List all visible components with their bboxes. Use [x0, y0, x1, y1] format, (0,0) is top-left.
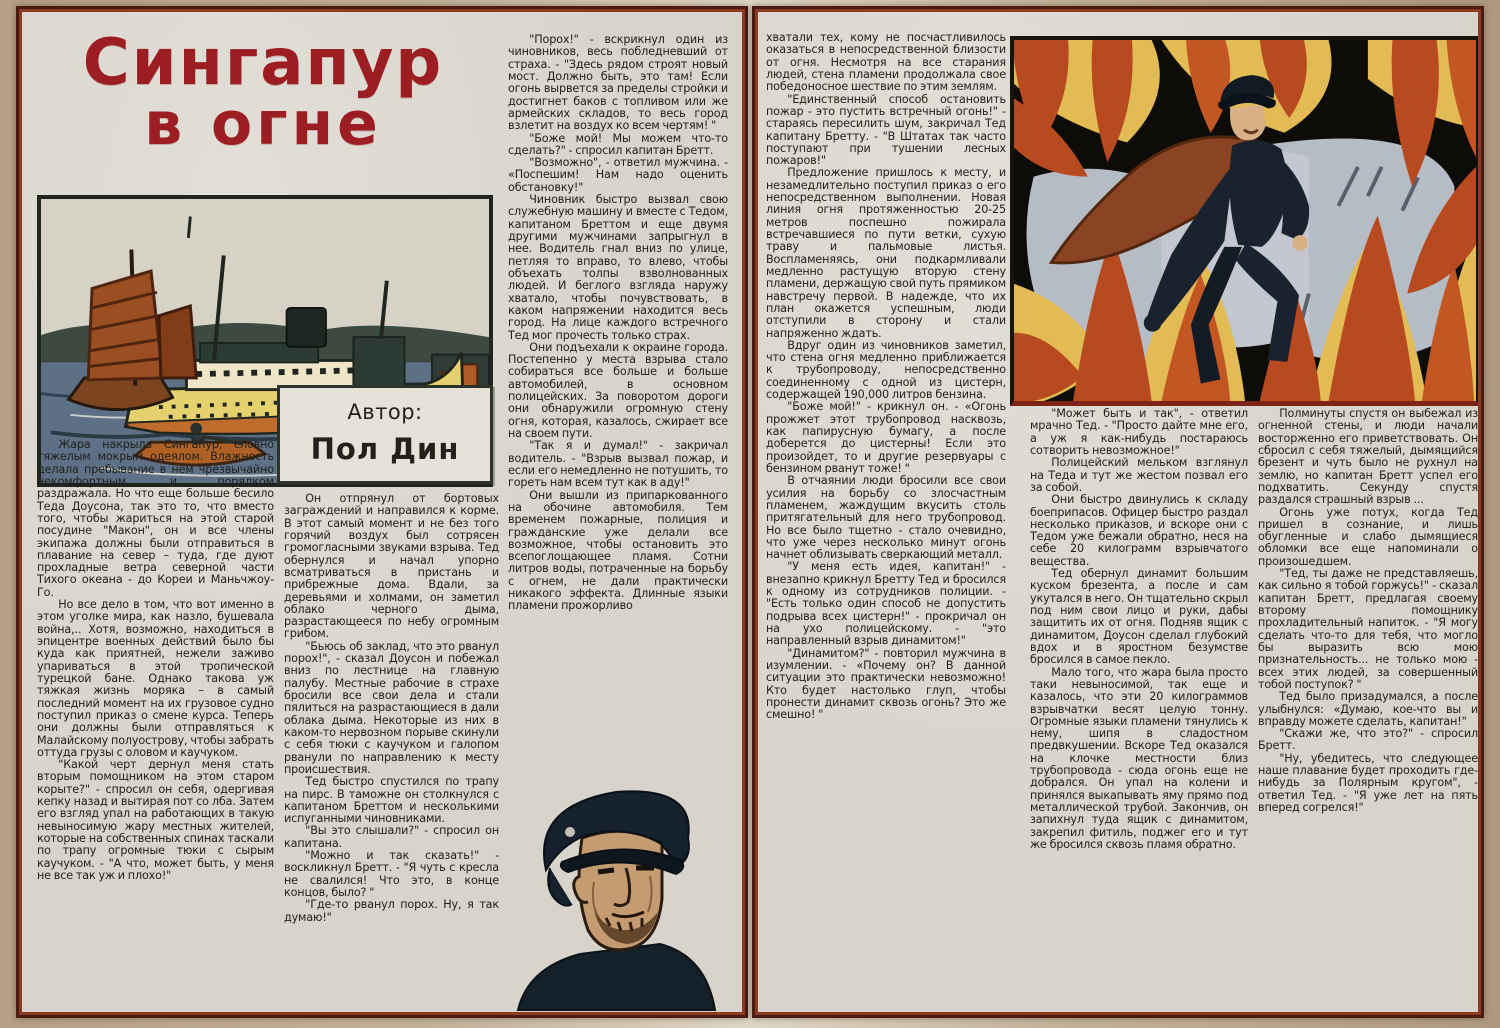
paragraph: Жара накрыла Сингапур, словно тяжелым мокрым одеялом. Влажность делала пребывание в нем чрезвычайно некомфортным, и порядком раздражала. Но что еще больше бесило Теда Доусона, так это то, что вместо того, чтобы жариться на этой старой посудине "Макон", он и все члены экипажа должны были отправиться в плавание на север – туда, где дуют прохладные ветра северной части Тихого океана - до Кореи и Маньчжоу-Го.: [37, 439, 274, 599]
paragraph: В отчаянии люди бросили все свои усилия на борьбу со злосчастным пламенем, жаждущим вкусить столь притягательный для него трубопровод. Но все было тщетно - стало очевидно, что уже через несколько минут огонь начнет облизывать сверкающий металл.: [766, 474, 1006, 562]
paragraph: "Можно и так сказать!" - воскликнул Бретт. - "Я чуть с кресла не свалился! Что это, в конце концов, было? ": [284, 849, 499, 899]
left-page-frame: [16, 6, 748, 1018]
paragraph: "Скажи же, что это?" - спросил Бретт.: [1258, 727, 1478, 753]
man-leaping-through-flames-illustration: [1010, 36, 1478, 406]
paragraph: Мало того, что жара была просто таки невыносимой, так еще и казалось, что эти 20 килограммов взрывчатки весят целую тонну. Огромные языки пламени тянулись к нему, шипя в сладостном предвкушении. Вскоре Тед оказался на клочке местности близ трубопровода - сюда огонь еще не добрался. Он упал на колени и принялся выкапывать яму прямо под металлической трубой. Закончив, он запихнул туда ящик с динамитом, закрепил фитиль, поджег его и тут же бросился сквозь пламя обратно.: [1030, 665, 1248, 851]
text-column-3: [508, 34, 728, 770]
text-column-6: [1258, 408, 1478, 1012]
paragraph: Но все дело в том, что вот именно в этом уголке мира, как назло, бушевала война,.. Хотя, возможно, находиться в эпицентре военных действий было бы куда как приятней, нежели заживо упариваться в этой тропической турецкой бане. Однако такова уж тяжкая жизнь моряка – в самый последний момент на их грузовое судно поступил приказ о смене курса. Теперь они должны были отправляться к Малайскому полуострову, чтобы забрать оттуда грузы с оловом и каучуком.: [37, 598, 274, 759]
right-page-frame: [752, 6, 1484, 1018]
author-box: [277, 385, 493, 484]
paragraph: "Где-то рванул порох. Ну, я так думаю!": [284, 898, 499, 924]
paragraph: "Какой черт дернул меня стать вторым помощником на этом старом корыте?" - спросил он себя, одергивая кепку назад и вытирая пот со лба. Затем его взгляд упал на работающих в такую невыносимую жару местных жителей, которые на собственных спинах таскали по трапу огромные тюки с сырым каучуком. - "А что, может быть, у меня не все так уж и плохо!": [37, 758, 274, 882]
paragraph: Предложение пришлось к месту, и незамедлительно поступил приказ о его непосредственном выполнении. Новая линия огня протяженностью 20-25 метров поспешно пожирала встречавшиеся по пути ветки, сухую траву и пальмовые листья. Воспламеняясь, они подкармливали медленно растущую вторую стену пламени, держащую свой путь прямиком навстречу первой. В надежде, что их план окажется успешным, люди отступили в сторону и стали напряженно ждать.: [766, 166, 1006, 340]
paragraph: хватали тех, кому не посчастливилось оказаться в непосредственной близости от огня. Несмотря на все старания людей, стена пламени продолжала свое победоносное шествие по этим землям.: [766, 32, 1006, 94]
paragraph: Они подъехали к окраине города. Постепенно у места взрыва стало собираться все больше и больше автомобилей, в основном полицейских. За поворотом дороги они обнаружили огромную стену огня, которая, казалось, сжирает все на своем пути.: [508, 340, 728, 440]
sailor-portrait-drawing: [510, 772, 725, 1012]
paragraph: "У меня есть идея, капитан!" - внезапно крикнул Бретту Тед и бросился к одному из сотрудников полиции. - "Есть только один способ не допустить подрыва всех цистерн!" - прокричал он на ухо полицейскому. - "это направленный взрыв динамитом!": [766, 560, 1006, 648]
page-title: [32, 26, 494, 159]
right-page: [758, 12, 1478, 1012]
author-label: Автор:: [347, 400, 423, 424]
paragraph: "Может быть и так", - ответил мрачно Тед. - "Просто дайте мне его, а уж я как-нибудь постараюсь сотворить невозможное!": [1030, 408, 1248, 457]
text-column-4: [766, 32, 1006, 972]
paragraph: "Вы это слышали?" - спросил он капитана.: [284, 824, 499, 850]
paragraph: Он отпрянул от бортовых заграждений и направился к корме. В этот самый момент и не без того горячий воздух был сотрясен громогласными звуками взрыва. Тед обернулся и начал упорно всматриваться в пристань и прибрежные дома. Вдали, за деревьями и холмами, он заметил облако черного дыма, разрастающееся по небу огромным грибом.: [284, 493, 499, 641]
paragraph: "Динамитом?" - повторил мужчина в изумлении. - «Почему он? В данной ситуации это практически невозможно! Кто будет настолько глуп, чтобы пронести динамит сквозь огонь? Это же смешно! ": [766, 646, 1006, 722]
paragraph: Вдруг один из чиновников заметил, что стена огня медленно приближается к трубопроводу, непосредственно соединенному с одной из цистерн, содержащей 190,000 литров бензина.: [766, 338, 1006, 402]
paragraph: "Боже мой!" - крикнул он. - «Огонь прожжет этот трубопровод насквозь, как папирусную бумагу, а после доберется до цистерны! Если это произойдет, то и другие резервуары с бензином рванут тоже! ": [766, 400, 1006, 475]
paragraph: Чиновник быстро вызвал свою служебную машину и вместе с Тедом, капитаном Бреттом и еще двумя другими мужчинами запрыгнул в нее. Водитель гнал вниз по улице, петляя то вправо, то влево, чтобы объехать толпы взволнованных людей. И беглого взгляда наружу хватало, чтобы почувствовать, в каком напряжении находится весь город. На лице каждого встречного Тед мог прочесть только страх.: [508, 193, 728, 342]
paragraph: Тед быстро спустился по трапу на пирс. В таможне он столкнулся с капитаном Бреттом и несколькими испуганными чиновниками.: [284, 775, 499, 826]
paragraph: "Боже мой! Мы можем что-то сделать?" - спросил капитан Бретт.: [508, 131, 728, 157]
paragraph: Огонь уже потух, когда Тед пришел в сознание, и лишь обугленные и слабо дымящиеся обломки все еще напоминали о произошедшем.: [1258, 505, 1478, 568]
text-column-5: [1030, 408, 1248, 1012]
paragraph: "Ну, убедитесь, что следующее наше плавание будет проходить где-нибудь за Полярным кругом", - ответил Тед. - "Я уже лет на пять вперед согрелся!": [1258, 751, 1478, 814]
text-column-2: [284, 493, 499, 1012]
paragraph: Они вышли из припаркованного на обочине автомобиля. Тем временем пожарные, полиция и гражданские уже делали все возможное, чтобы остановить это всепоглощающее пламя. Сотни литров воды, потраченные на борьбу с огнем, не дали практически никакого эффекта. Длинные языки пламени прожорливо: [508, 488, 728, 613]
paragraph: "Порох!" - вскрикнул один из чиновников, весь побледневший от страха. - "Здесь рядом строят новый мост. Должно быть, это там! Если огонь вырвется за пределы стройки и достигнет баков с топливом или же армейских складов, то весь город взлетит на воздух ко всем чертям! ": [508, 34, 728, 133]
paragraph: Полминуты спустя он выбежал из огненной стены, и люди начали восторженно его приветствовать. Он сбросил с себя тяжелый, дымящийся брезент и чуть было не рухнул на землю, но капитан Бретт успел его подхватить. Секунду спустя раздался страшный взрыв ...: [1258, 408, 1478, 507]
author-name: Пол Дин: [310, 432, 460, 466]
title-line-1: Сингапур: [82, 26, 444, 100]
fire-leap-drawing: [1014, 40, 1476, 401]
paragraph: Они быстро двинулись к складу боеприпасов. Офицер быстро раздал несколько приказов, и вскоре они с Тедом уже бежали обратно, неся на себе 20 килограмм взрывчатого вещества.: [1030, 493, 1248, 568]
paragraph: "Так я и думал!" - закричал водитель. - "Взрыв вызвал пожар, и если его немедленно не потушить, то гореть нам всем тут как в аду!": [508, 439, 728, 490]
sailor-portrait-illustration: [510, 772, 725, 1012]
title-line-2: в огне: [144, 88, 382, 159]
paragraph: "Бьюсь об заклад, что это рванул порох!", - сказал Доусон и побежал вниз по лестнице на главную палубу. Местные рабочие в страхе бросили все свои дела и стали пялиться на разрастающиеся в дали облака дыма. Некоторые из них в каком-то нервозном порыве скинули с себя тюки с каучуком и галопом рванули по направлению к месту происшествия.: [284, 639, 499, 776]
left-page: [22, 12, 742, 1012]
paragraph: "Единственный способ остановить пожар - это пустить встречный огонь!" - стараясь пересилить шум, закричал Тед капитану Бретту. - "В Штатах так часто поступают при тушении лесных пожаров!": [766, 92, 1006, 168]
text-column-1: [37, 439, 274, 1012]
paragraph: "Тед, ты даже не представляешь, как сильно я тобой горжусь!" - сказал капитан Бретт, предлагая своему второму помощнику прохладительный напиток. - "Я могу сделать что-то для тебя, что могло бы выразить всю мою признательность... не только мою - всех этих людей, за совершенный тобой поступок? ": [1258, 567, 1478, 691]
paragraph: Полицейский мельком взглянул на Теда и тут же жестом позвал его за собой.: [1030, 456, 1248, 494]
paragraph: "Возможно", - ответил мужчина. - «Поспешим! Нам надо оценить обстановку!": [508, 156, 728, 194]
paragraph: Тед обернул динамит большим куском брезента, а после и сам укутался в него. Он тщательно скрыл под ним свои лицо и руки, дабы защитить их от огня. Подняв ящик с динамитом, Доусон сделал глубокий вдох и в яростном безумстве бросился в самое пекло.: [1030, 567, 1248, 667]
paragraph: Тед было призадумался, а после улыбнулся: «Думаю, кое-что вы и вправду можете сделать, капитан!": [1258, 690, 1478, 728]
